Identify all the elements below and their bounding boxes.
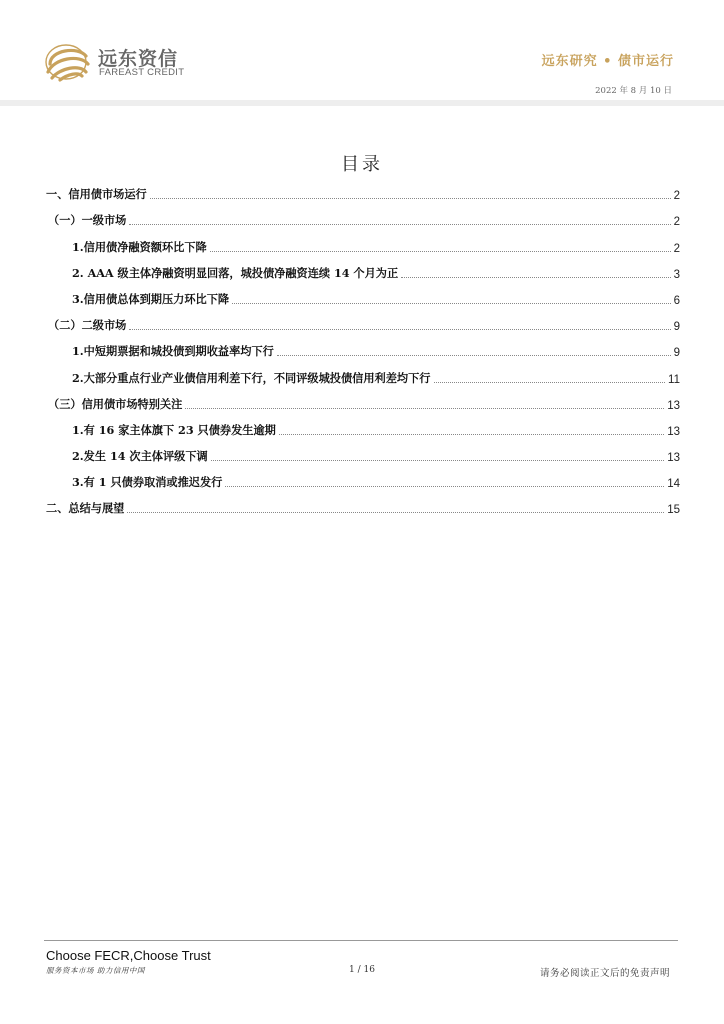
toc-entry-page: 2 bbox=[673, 190, 680, 203]
toc-dot-leader bbox=[401, 276, 670, 278]
logo-english-text: FAREAST CREDIT bbox=[99, 67, 185, 78]
report-section-title: 远东研究 • 债市运行 bbox=[541, 54, 674, 69]
toc-dot-leader bbox=[434, 381, 666, 383]
toc-entry-label: 3.信用债总体到期压力环比下降 bbox=[72, 291, 230, 306]
toc-entry[interactable] bbox=[46, 389, 680, 415]
toc-dot-leader bbox=[225, 485, 664, 487]
toc-entry-label: （一）一级市场 bbox=[48, 213, 127, 228]
page-number: 1 / 16 bbox=[349, 965, 375, 975]
toc-entry-label: 一、信用债市场运行 bbox=[46, 187, 147, 202]
toc-entry[interactable] bbox=[46, 258, 680, 284]
table-of-contents bbox=[46, 179, 680, 519]
toc-dot-leader bbox=[232, 302, 670, 304]
toc-entry-page: 14 bbox=[667, 478, 680, 491]
toc-dot-leader bbox=[150, 197, 671, 199]
toc-entry[interactable] bbox=[46, 205, 680, 231]
toc-entry-page: 2 bbox=[673, 242, 680, 255]
toc-entry-label: 2. AAA 级主体净融资明显回落，城投债净融资连续 14 个月为正 bbox=[72, 265, 399, 280]
footer-divider bbox=[44, 940, 678, 941]
logo-swirl-icon bbox=[44, 42, 92, 82]
toc-entry-label: （三）信用债市场特别关注 bbox=[48, 396, 183, 411]
footer-slogan: Choose FECR,Choose Trust bbox=[46, 948, 211, 963]
company-logo bbox=[44, 42, 194, 82]
logo-chinese-text: 远东资信 bbox=[98, 48, 179, 70]
toc-entry[interactable] bbox=[46, 336, 680, 362]
toc-entry-page: 13 bbox=[667, 425, 680, 438]
toc-entry-page: 9 bbox=[673, 321, 680, 334]
toc-entry-page: 13 bbox=[667, 452, 680, 465]
toc-entry-page: 11 bbox=[668, 373, 680, 386]
toc-entry[interactable] bbox=[46, 441, 680, 467]
toc-entry[interactable] bbox=[46, 231, 680, 257]
toc-entry[interactable] bbox=[46, 467, 680, 493]
toc-entry-label: 1.有 16 家主体旗下 23 只债券发生逾期 bbox=[72, 422, 276, 437]
toc-dot-leader bbox=[210, 250, 671, 252]
header-divider bbox=[0, 100, 724, 106]
toc-entry-page: 15 bbox=[667, 504, 680, 517]
toc-entry[interactable] bbox=[46, 493, 680, 519]
toc-entry[interactable] bbox=[46, 362, 680, 388]
toc-entry-label: 2.大部分重点行业产业债信用利差下行，不同评级城投债信用利差均下行 bbox=[72, 370, 431, 385]
toc-title: 目录 bbox=[341, 154, 383, 175]
toc-dot-leader bbox=[277, 354, 671, 356]
toc-entry-label: 2.发生 14 次主体评级下调 bbox=[72, 449, 208, 464]
report-date: 2022 年 8 月 10 日 bbox=[595, 86, 672, 96]
footer-subslogan: 服务资本市场 助力信用中国 bbox=[46, 966, 145, 975]
toc-entry-page: 6 bbox=[673, 294, 680, 307]
toc-entry[interactable] bbox=[46, 284, 680, 310]
toc-entry[interactable] bbox=[46, 179, 680, 205]
toc-dot-leader bbox=[185, 407, 664, 409]
toc-entry-label: （二）二级市场 bbox=[48, 318, 127, 333]
toc-entry-label: 3.有 1 只债券取消或推迟发行 bbox=[72, 475, 223, 490]
toc-entry-page: 3 bbox=[673, 268, 680, 281]
toc-entry-label: 1.信用债净融资额环比下降 bbox=[72, 239, 207, 254]
toc-entry-label: 二、总结与展望 bbox=[46, 501, 125, 516]
toc-dot-leader bbox=[129, 328, 670, 330]
toc-entry-page: 2 bbox=[673, 216, 680, 229]
toc-dot-leader bbox=[129, 223, 670, 225]
toc-entry[interactable] bbox=[46, 310, 680, 336]
toc-entry-label: 1.中短期票据和城投债到期收益率均下行 bbox=[72, 344, 274, 359]
toc-dot-leader bbox=[127, 511, 664, 513]
toc-entry-page: 13 bbox=[667, 399, 680, 412]
toc-dot-leader bbox=[279, 433, 664, 435]
toc-entry[interactable] bbox=[46, 415, 680, 441]
toc-dot-leader bbox=[211, 459, 664, 461]
disclaimer-note: 请务必阅读正文后的免责声明 bbox=[539, 968, 670, 979]
toc-entry-page: 9 bbox=[673, 347, 680, 360]
